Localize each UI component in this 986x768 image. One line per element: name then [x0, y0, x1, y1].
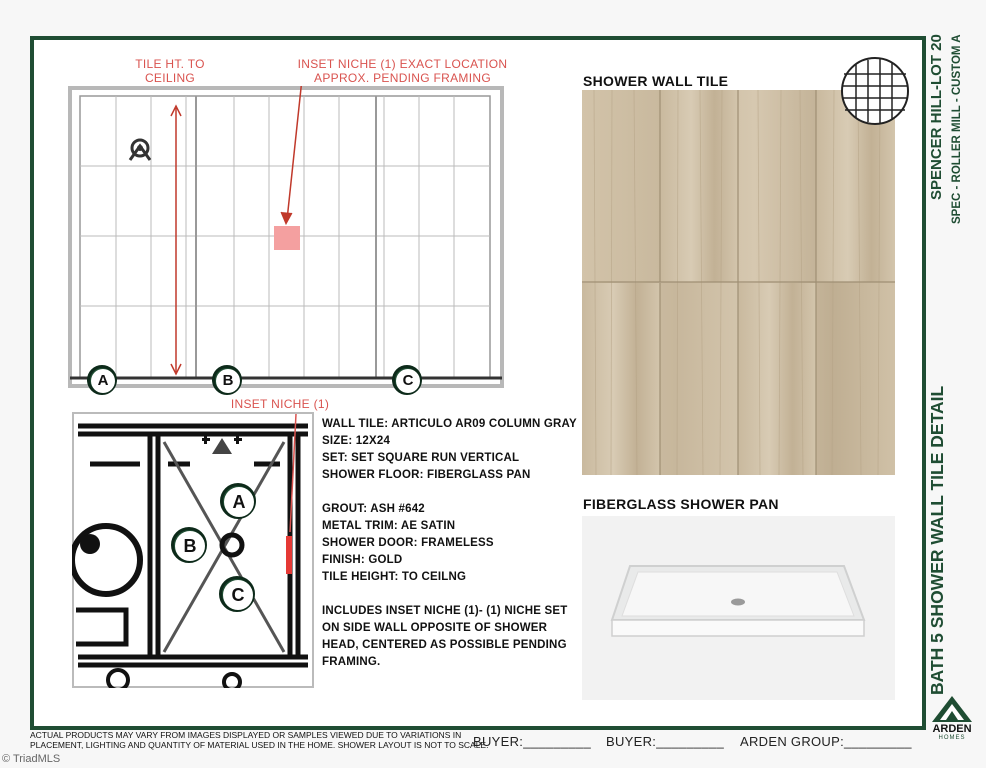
shower-wall-elevation	[66, 86, 508, 398]
spec-size: SIZE: 12X24	[322, 435, 391, 447]
shower-wall-tile-swatch	[582, 90, 895, 475]
arden-logo-icon	[930, 694, 974, 724]
spec-niche-note: INCLUDES INSET NICHE (1)- (1) NICHE SET ON SIDE WALL OPPOSITE OF SHOWER HEAD, CENTERED AS POSSIBLE PENDING FRAMING.	[322, 605, 568, 668]
watermark: © TriadMLS	[2, 753, 61, 765]
tile-height-label: TILE HT. TO CEILING	[135, 57, 205, 85]
elevation-marker-b: B	[212, 365, 242, 395]
spec-shower-floor: SHOWER FLOOR: FIBERGLASS PAN	[322, 469, 531, 481]
spec-grout: GROUT: ASH #642	[322, 503, 425, 515]
project-name: SPENCER HILL-LOT 20	[928, 34, 945, 200]
tile-specifications	[322, 416, 587, 671]
spec-set: SET: SET SQUARE RUN VERTICAL	[322, 452, 520, 464]
elevation-marker-a: A	[87, 365, 117, 395]
arden-homes-logo: ARDEN HOMES	[923, 694, 981, 750]
sheet-title: BATH 5 SHOWER WALL TILE DETAIL	[927, 385, 947, 695]
fiberglass-shower-pan-image	[582, 516, 895, 700]
tile-grid-icon	[840, 56, 910, 126]
plan-marker-a: A	[220, 483, 256, 519]
spec-wall-tile: WALL TILE: ARTICULO AR09 COLUMN GRAY	[322, 418, 577, 430]
elevation-marker-c: C	[392, 365, 422, 395]
spec-finish: FINISH: GOLD	[322, 554, 403, 566]
spec-metal-trim: METAL TRIM: AE SATIN	[322, 520, 456, 532]
shower-wall-tile-title: SHOWER WALL TILE	[583, 73, 729, 89]
buyer-signature-2: BUYER:_________	[606, 734, 724, 749]
disclaimer: ACTUAL PRODUCTS MAY VARY FROM IMAGES DISPLAYED OR SAMPLES VIEWED DUE TO VARIATIONS IN PLACEMENT, LIGHTING AND QUANTITY OF MATERIAL USED IN THE HOME. SHOWER LAYOUT IS NOT TO SCALE.	[30, 730, 489, 750]
inset-niche	[274, 226, 300, 250]
spec-shower-door: SHOWER DOOR: FRAMELESS	[322, 537, 494, 549]
arden-group-signature: ARDEN GROUP:_________	[740, 734, 912, 749]
plan-inset-niche-label: INSET NICHE (1)	[230, 397, 330, 411]
fiberglass-pan-title: FIBERGLASS SHOWER PAN	[583, 496, 779, 512]
plan-marker-b: B	[171, 527, 207, 563]
spec-tile-height: TILE HEIGHT: TO CEILNG	[322, 571, 467, 583]
plan-marker-c: C	[219, 576, 255, 612]
buyer-signature-1: BUYER:_________	[473, 734, 591, 749]
spec-line: SPEC - ROLLER MILL - CUSTOM A	[951, 34, 963, 224]
inset-niche-location-label: INSET NICHE (1) EXACT LOCATION APPROX. PENDING FRAMING	[297, 57, 508, 85]
